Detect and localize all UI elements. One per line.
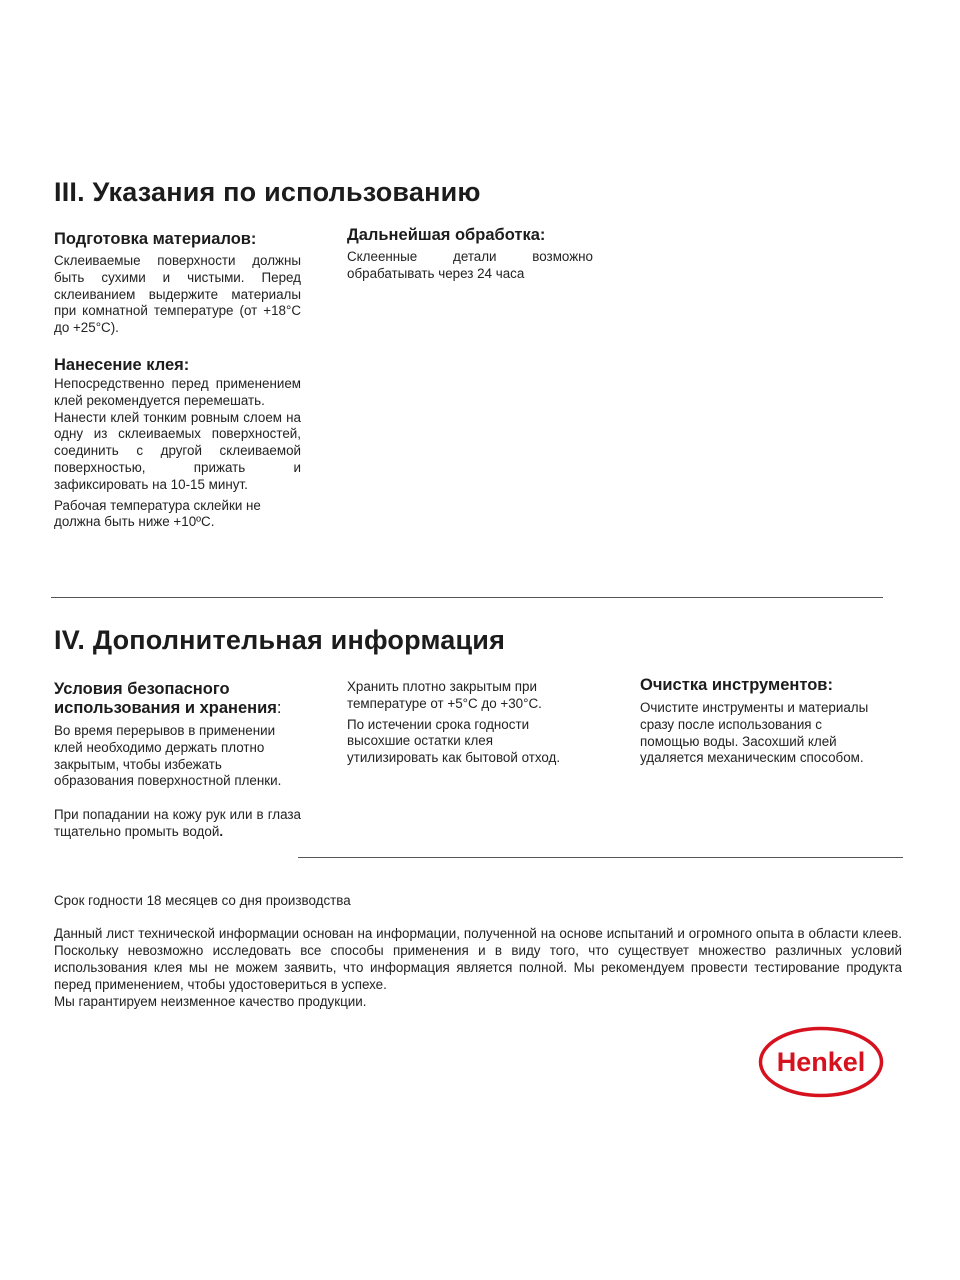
glue-application-heading: Нанесение клея: bbox=[54, 355, 190, 374]
shelf-life-text: Срок годности 18 месяцев со дня производства bbox=[54, 893, 351, 908]
safety-storage-text-2-body: При попадании на кожу рук или в глаза тщательно промыть водой bbox=[54, 807, 301, 839]
section-4-divider bbox=[298, 857, 903, 858]
glue-application-text-1: Непосредственно перед применением клей рекомендуется перемешать. bbox=[54, 375, 301, 408]
tool-cleaning-heading: Очистка инструментов: bbox=[640, 676, 833, 694]
storage-conditions-block bbox=[347, 679, 587, 767]
quality-guarantee-text: Мы гарантируем неизменное качество продукции. bbox=[54, 994, 367, 1009]
further-processing-heading: Дальнейшая обработка: bbox=[347, 226, 546, 244]
glue-application-text-2: Нанести клей тонким ровным слоем на одну из склеиваемых поверхностей, соединить с другой склеиваемой поверхностью, прижать и зафиксировать на 10-15 минут. bbox=[54, 409, 301, 492]
safety-storage-text-1: Во время перерывов в применении клей необходимо держать плотно закрытым, чтобы избежать образования поверхностной пленки. bbox=[54, 723, 282, 789]
section-3-title: III. Указания по использованию bbox=[54, 177, 481, 207]
prep-materials-text: Склеиваемые поверхности должны быть сухими и чистыми. Перед склеиванием выдержите материалы при комнатной температуре (от +18°С до +25°С). bbox=[54, 253, 301, 336]
tool-cleaning-block bbox=[640, 676, 880, 767]
safety-storage-heading-colon: : bbox=[276, 699, 282, 717]
henkel-logo bbox=[758, 1026, 884, 1098]
further-processing-text: Склеенные детали возможно обрабатывать через 24 часа bbox=[347, 249, 593, 281]
storage-conditions-text-2: По истечении срока годности высохшие остатки клея утилизировать как бытовой отход. bbox=[347, 716, 561, 766]
prep-materials-block bbox=[54, 230, 301, 531]
working-temperature-text: Рабочая температура склейки не должна быть ниже +10ºС. bbox=[54, 497, 261, 530]
section-4-title: IV. Дополнительная информация bbox=[54, 625, 506, 655]
storage-conditions-text-1: Хранить плотно закрытым при температуре от +5°С до +30°С. bbox=[347, 679, 542, 711]
safety-storage-text-2-end: . bbox=[219, 823, 224, 839]
further-processing-block bbox=[347, 226, 593, 283]
section-divider bbox=[51, 597, 883, 598]
prep-materials-heading: Подготовка материалов: bbox=[54, 230, 257, 248]
henkel-logo-text: Henkel bbox=[776, 1047, 866, 1077]
safety-storage-text-2 bbox=[54, 807, 301, 841]
safety-storage-heading bbox=[54, 680, 301, 718]
disclaimer-text: Данный лист технической информации основан на информации, полученной на основе испытаний и огромного опыта в области клеев. Поскольку невозможно исследовать все способы применения и в виду того, что существует множество различных условий использования клея мы не можем заявить, что информация является полной. Мы рекомендуем провести тестирование продукта перед применением, чтобы удостовериться в успехе. bbox=[54, 926, 902, 992]
safety-storage-block bbox=[54, 680, 301, 841]
safety-storage-heading-text: Условия безопасного использования и хранения bbox=[54, 680, 277, 717]
tool-cleaning-text: Очистите инструменты и материалы сразу после использования с помощью воды. Засохший клей удаляется механическим способом. bbox=[640, 700, 869, 766]
